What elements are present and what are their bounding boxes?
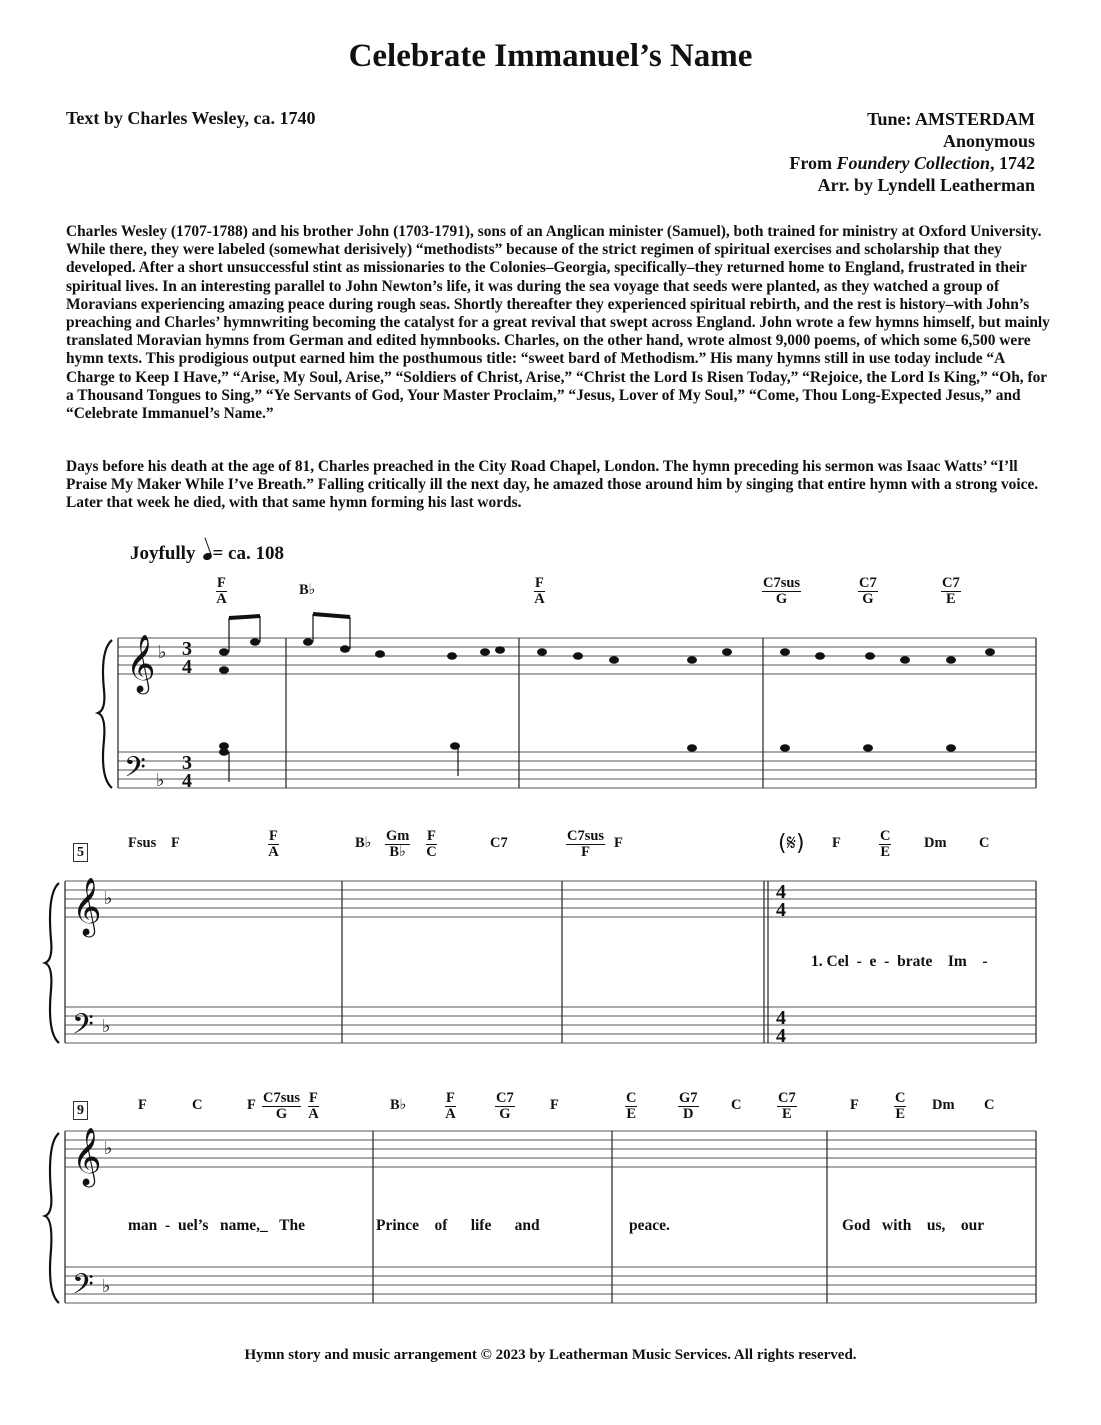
source-title: Foundery Collection: [836, 153, 990, 173]
story-paragraph-1: Charles Wesley (1707-1788) and his brother John (1703-1791), sons of an Anglican minister (Samuel), both trained for ministry at Oxford University. While there, they were labeled (somewhat derisively) “methodists” because of the strict regimen of spiritual exercises and scholarship that they developed. After a short unsuccessful stint as missionaries to the Colonies–Georgia, specifically–they returned home to England, frustrated in their spiritual lives. In an interesting parallel to John Newton’s life, it was during the sea voyage that seeds were planted, as they watched a group of Moravians experiencing amazing peace during rough seas. Shortly thereafter they experienced spiritual rebirth, and the rest is history–with John’s preaching and Charles’ hymnwriting becoming the catalyst for a great revival that swept across England. John wrote a few hymns himself, but mainly translated Moravian hymns from German and edited hymnbooks. Charles, on the other hand, wrote almost 9,000 poems, of which some 6,500 were hymn texts. This prodigious output earned him the posthumous title: “sweet bard of Methodism.” His many hymns still in use today include “A Charge to Keep I Have,” “Arise, My Soul, Arise,” “Soldiers of Christ, Arise,” “Christ the Lord Is Risen Today,” “Rejoice, the Lord Is King,” “Oh, for a Thousand Tongues to Sing,” “Ye Servants of God, Your Master Proclaim,” “Jesus, Lover of My Soul,” “Come, Thou Long-Expected Jesus,” and “Celebrate Immanuel’s Name.”: [66, 223, 1050, 423]
svg-text:♭: ♭: [156, 770, 165, 791]
chord-symbol: $\frac{C}{E}$: [880, 828, 891, 860]
chord-symbol: $\frac{C7}{E}$: [942, 575, 960, 607]
chord-symbol: F: [247, 1097, 256, 1113]
composer: Anonymous: [942, 131, 1035, 151]
measure-number: 9: [73, 1101, 88, 1120]
chord-symbol: B♭: [390, 1097, 407, 1113]
svg-text:𝄞: 𝄞: [72, 877, 102, 935]
tempo-value: = ca. 108: [212, 543, 284, 564]
svg-text:♭: ♭: [104, 1138, 113, 1159]
chord-symbol: $\frac{F}{A}$: [308, 1090, 319, 1122]
chord-symbol: $\frac{G7}{D}$: [679, 1090, 698, 1122]
tune-name: Tune: AMSTERDAM: [867, 109, 1035, 129]
chord-symbol: $\frac{F}{A}$: [445, 1090, 456, 1122]
chord-symbol: C7: [490, 835, 508, 851]
chord-symbol: B♭: [299, 582, 316, 598]
chord-symbol: $\frac{C7}{G}$: [859, 575, 877, 607]
chord-symbol: $\frac{F}{A}$: [216, 575, 227, 607]
chord-symbol: $\frac{C}{E}$: [626, 1090, 637, 1122]
chord-symbol: F: [138, 1097, 147, 1113]
lyrics-segment: man - uel’s name,_ The: [128, 1217, 305, 1234]
lyrics-segment: God with us, our: [842, 1217, 985, 1234]
lyrics-segment: Prince of life and: [376, 1217, 540, 1234]
chord-symbol: F: [614, 835, 623, 851]
chord-symbol: $\frac{Gm}{B♭}$: [386, 828, 410, 860]
chord-symbol: $\frac{F}{C}$: [426, 828, 437, 860]
chord-symbol: F: [850, 1097, 859, 1113]
svg-text:4: 4: [776, 899, 786, 921]
chord-symbol: $\frac{F}{A}$: [268, 828, 279, 860]
chord-symbol: C: [192, 1097, 203, 1113]
svg-text:3: 3: [182, 638, 192, 660]
svg-text:3: 3: [182, 752, 192, 774]
chord-symbol: $\frac{C7}{E}$: [778, 1090, 796, 1122]
chord-symbol: $\frac{C7}{G}$: [496, 1090, 514, 1122]
chord-symbol: C7sus F: [567, 828, 605, 860]
chord-symbol: C7sus G: [763, 575, 801, 607]
lyrics-verse-1-intro: 1. Cel - e - brate Im -: [811, 953, 988, 970]
measure-number: 5: [73, 843, 88, 862]
chord-symbol: C7sus G: [263, 1090, 301, 1122]
segno-icon: (𝄋): [778, 831, 805, 856]
bass-clef-icon: 𝄢: [124, 751, 146, 791]
svg-text:4: 4: [776, 1007, 786, 1029]
copyright-footer: Hymn story and music arrangement © 2023 by Leatherman Music Services. All rights reserved.: [244, 1347, 857, 1363]
chord-symbol: C: [979, 835, 990, 851]
svg-text:4: 4: [182, 770, 192, 792]
svg-text:♭: ♭: [158, 642, 167, 663]
treble-clef-icon: 𝄞: [126, 634, 156, 692]
svg-text:𝄢: 𝄢: [72, 1008, 94, 1048]
chord-symbol: Fsus: [128, 835, 157, 851]
svg-text:𝄢: 𝄢: [72, 1268, 94, 1308]
chord-symbol: F: [550, 1097, 559, 1113]
chord-symbol: B♭: [355, 835, 372, 851]
source-prefix: From: [789, 153, 837, 173]
svg-text:♭: ♭: [102, 1276, 111, 1297]
source-suffix: , 1742: [990, 153, 1035, 173]
text-credit: Text by Charles Wesley, ca. 1740: [66, 108, 316, 128]
chord-symbol: C: [984, 1097, 995, 1113]
chord-symbol: C: [731, 1097, 742, 1113]
lyrics-segment: peace.: [629, 1217, 670, 1234]
system-1-bass-staff: [118, 752, 1036, 788]
svg-text:4: 4: [776, 1025, 786, 1047]
arranger: Arr. by Lyndell Leatherman: [817, 175, 1035, 195]
svg-text:4: 4: [182, 656, 192, 678]
story-paragraph-2: Days before his death at the age of 81, Charles preached in the City Road Chapel, London. The hymn preceding his sermon was Isaac Watts’ “I’ll Praise My Maker While I’ve Breath.” Falling critically ill the next day, he amazed those around him by singing that entire hymn with a strong voice. Later that week he died, with that same hymn forming his last words.: [66, 458, 1039, 512]
svg-text:♭: ♭: [102, 1016, 111, 1037]
chord-symbol: F: [171, 835, 180, 851]
tempo-word: Joyfully: [130, 543, 196, 564]
hymn-title: Celebrate Immanuel’s Name: [348, 38, 753, 74]
svg-text:♭: ♭: [104, 888, 113, 909]
svg-text:4: 4: [776, 881, 786, 903]
svg-text:𝄞: 𝄞: [72, 1127, 102, 1185]
chord-symbol: $\frac{F}{A}$: [534, 575, 545, 607]
chord-symbol: Dm: [924, 835, 947, 851]
chord-symbol: Dm: [932, 1097, 955, 1113]
chord-symbol: F: [832, 835, 841, 851]
chord-symbol: $\frac{C}{E}$: [895, 1090, 906, 1122]
